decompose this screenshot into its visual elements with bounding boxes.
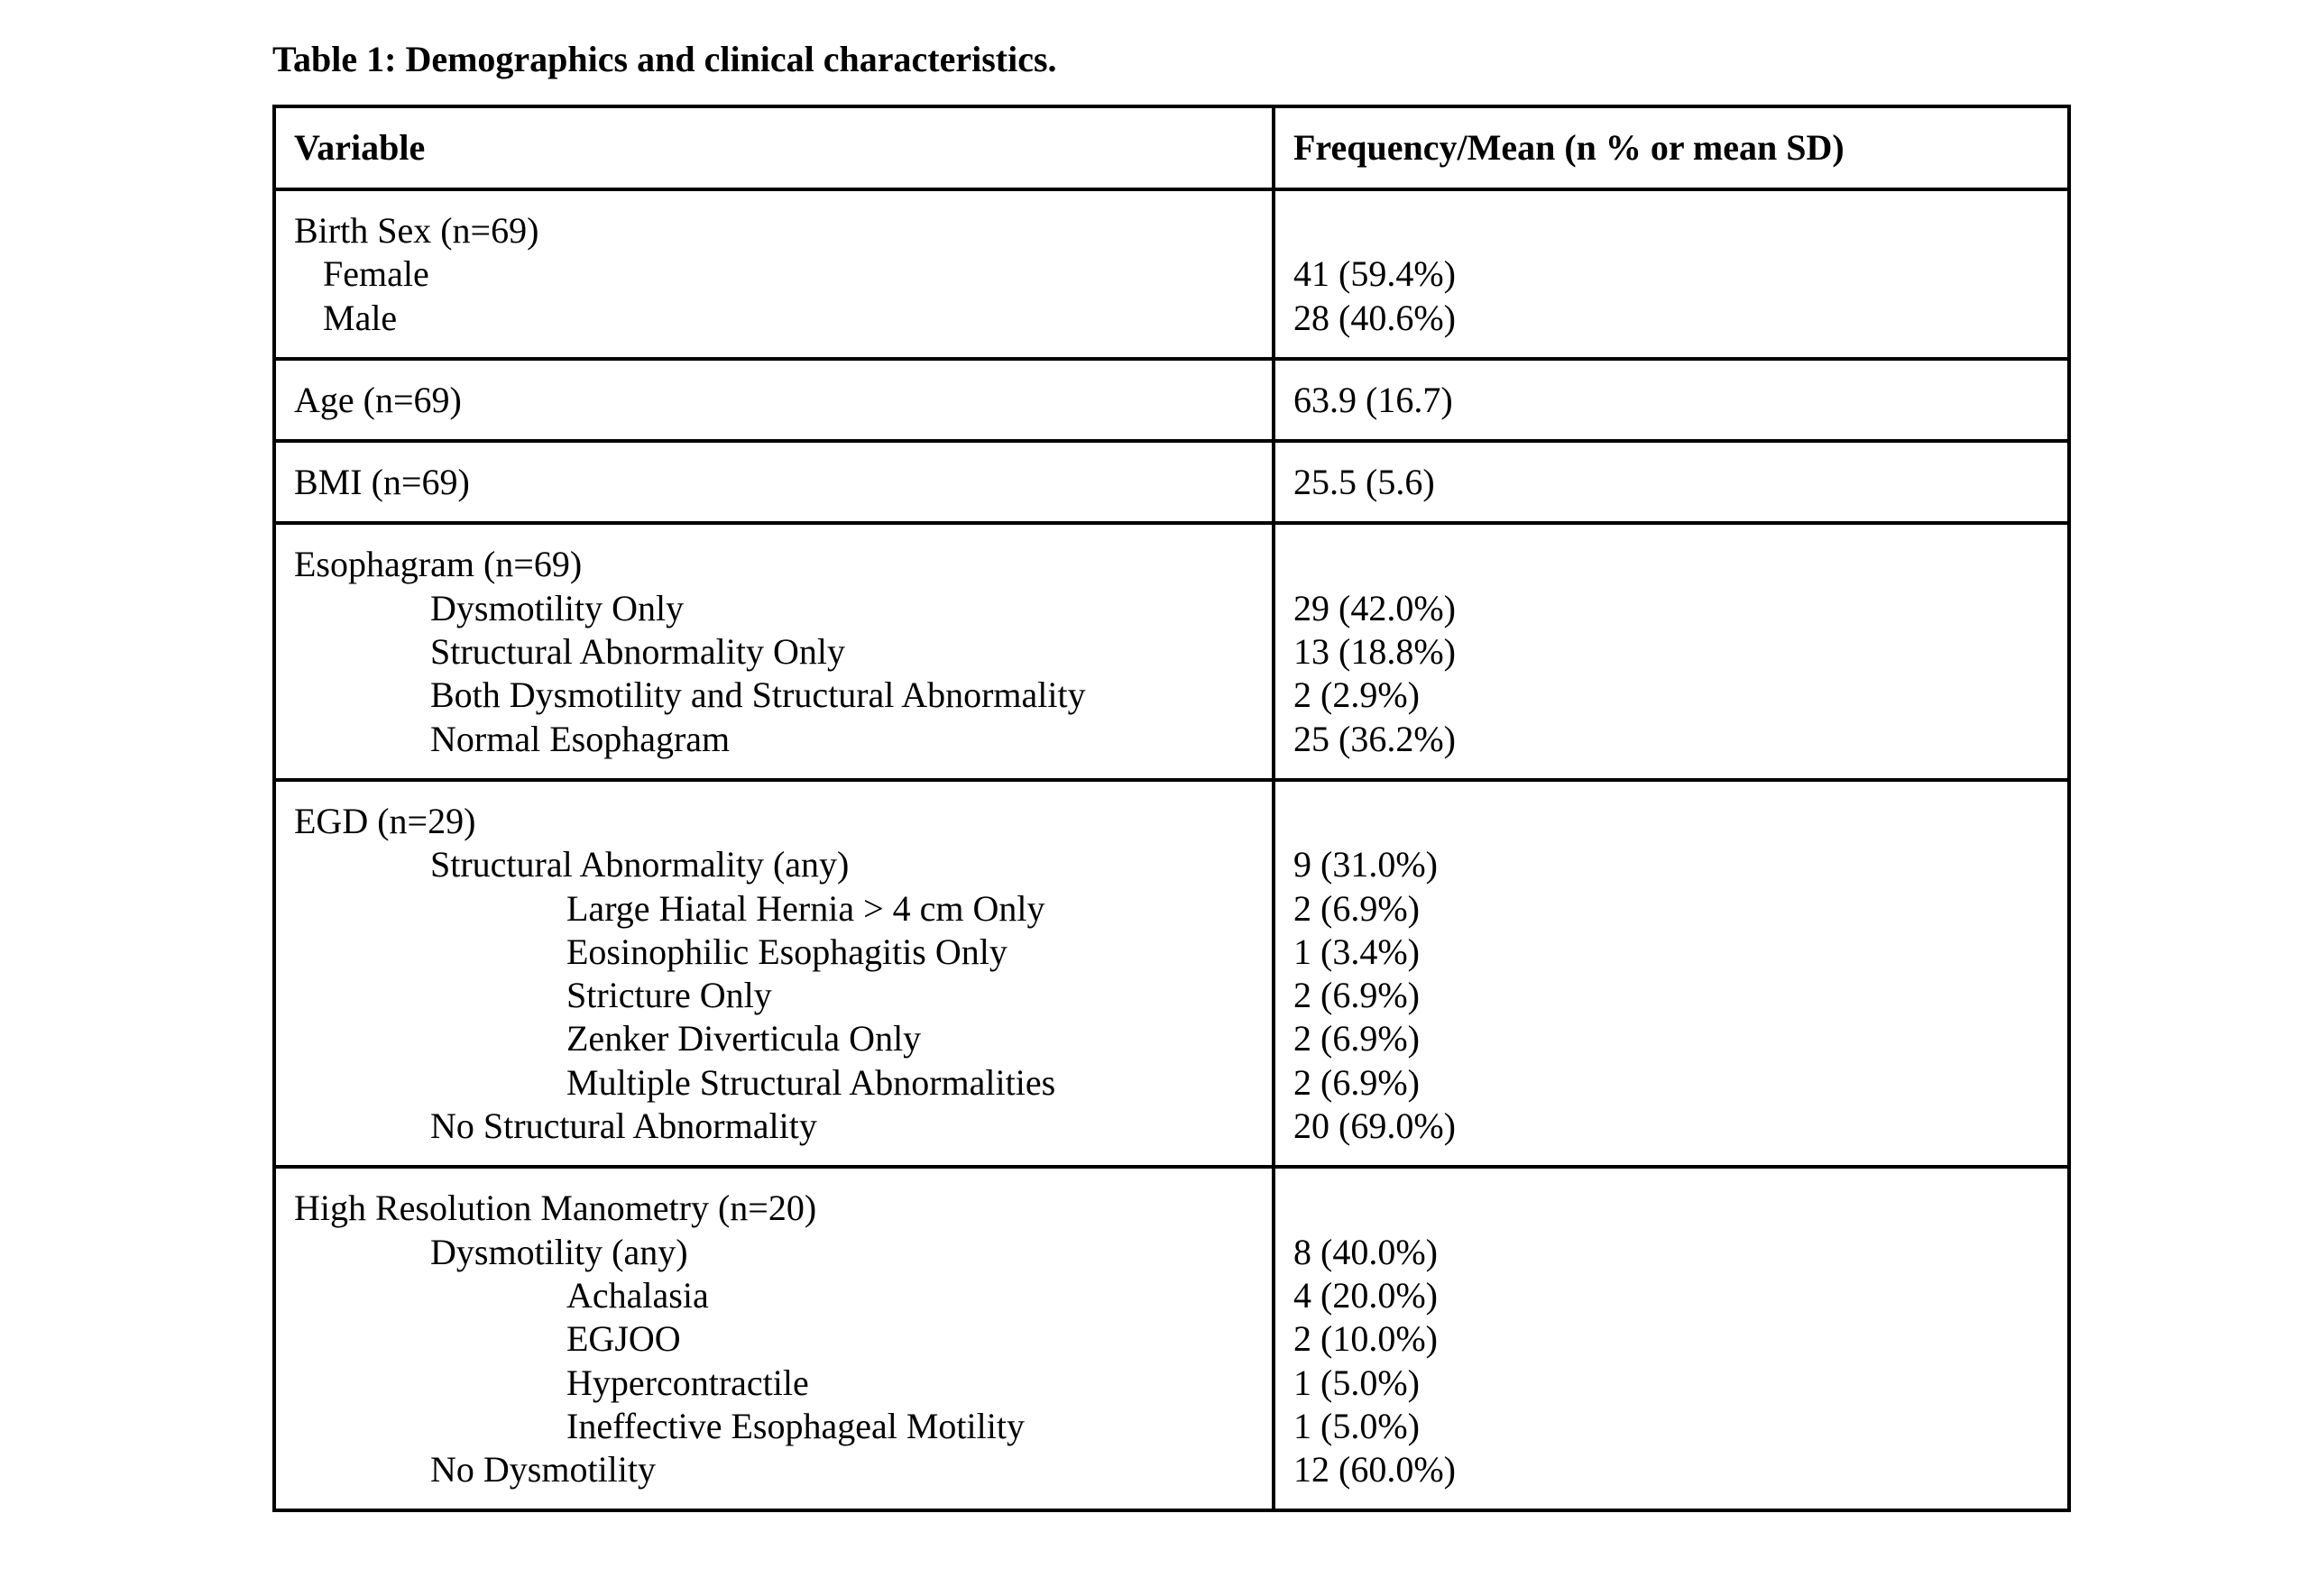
table-caption: Table 1: Demographics and clinical characteristics. (272, 39, 1057, 79)
row-label: Structural Abnormality Only (430, 631, 845, 673)
row-value: 2 (6.9%) (1293, 1018, 1420, 1059)
value-cell (1274, 780, 2069, 1167)
row-label: Structural Abnormality (any) (430, 844, 850, 885)
row-value: 8 (40.0%) (1293, 1231, 1438, 1272)
row-label: Dysmotility Only (430, 587, 685, 628)
row-label: Male (323, 297, 398, 338)
row-label: Normal Esophagram (430, 718, 731, 759)
row-value: 20 (69.0%) (1293, 1105, 1456, 1147)
row-value: 12 (60.0%) (1293, 1449, 1456, 1491)
variable-cell (274, 1167, 1274, 1510)
table-row (274, 441, 2069, 523)
table-row (274, 189, 2069, 359)
variable-cell (274, 189, 1274, 359)
row-value: 9 (31.0%) (1293, 844, 1438, 885)
row-value: 2 (2.9%) (1293, 674, 1420, 716)
row-value: 1 (3.4%) (1293, 931, 1420, 972)
value-cell (1274, 359, 2069, 441)
group-label: Age (n=69) (294, 379, 462, 420)
blank-line (1293, 800, 2067, 843)
row-value: 1 (5.0%) (1293, 1405, 1420, 1446)
variable-cell (274, 359, 1274, 441)
row-value: 29 (42.0%) (1293, 587, 1456, 628)
row-label: Multiple Structural Abnormalities (566, 1061, 1056, 1103)
row-label: Zenker Diverticula Only (566, 1018, 922, 1059)
row-value: 25 (36.2%) (1293, 718, 1456, 759)
group-label: Birth Sex (n=69) (294, 210, 539, 251)
table-row (274, 780, 2069, 1167)
header-variable: Variable (274, 106, 1274, 189)
row-value: 25.5 (5.6) (1293, 462, 1435, 503)
value-cell (1274, 523, 2069, 779)
table-row (274, 359, 2069, 441)
row-value: 28 (40.6%) (1293, 297, 1456, 338)
table-header-row (274, 106, 2069, 189)
row-label: Hypercontractile (566, 1362, 809, 1403)
row-value: 41 (59.4%) (1293, 253, 1456, 295)
row-label: Stricture Only (566, 975, 772, 1016)
table-row (274, 1167, 2069, 1510)
row-label: Eosinophilic Esophagitis Only (566, 931, 1007, 972)
row-label: Female (323, 253, 429, 295)
row-value: 2 (10.0%) (1293, 1318, 1438, 1360)
row-value: 63.9 (16.7) (1293, 379, 1453, 420)
row-label: No Dysmotility (430, 1449, 657, 1491)
blank-line (1293, 543, 2067, 586)
blank-line (1293, 209, 2067, 252)
row-value: 1 (5.0%) (1293, 1362, 1420, 1403)
group-label: EGD (n=29) (294, 800, 476, 841)
demographics-table (272, 105, 2071, 1512)
row-value: 2 (6.9%) (1293, 975, 1420, 1016)
table-row (274, 523, 2069, 779)
value-cell (1274, 1167, 2069, 1510)
row-label: EGJOO (566, 1318, 681, 1360)
blank-line (1293, 1187, 2067, 1230)
header-frequency-mean: Frequency/Mean (n % or mean SD) (1274, 106, 2069, 189)
group-label: High Resolution Manometry (n=20) (294, 1188, 817, 1229)
variable-cell (274, 780, 1274, 1167)
value-cell (1274, 189, 2069, 359)
row-label: Large Hiatal Hernia > 4 cm Only (566, 887, 1045, 929)
variable-cell (274, 523, 1274, 779)
row-label: No Structural Abnormality (430, 1105, 817, 1147)
row-label: Dysmotility (any) (430, 1231, 688, 1272)
group-label: Esophagram (n=69) (294, 544, 583, 585)
row-value: 2 (6.9%) (1293, 1061, 1420, 1103)
row-value: 2 (6.9%) (1293, 887, 1420, 929)
row-value: 4 (20.0%) (1293, 1274, 1438, 1316)
row-label: Ineffective Esophageal Motility (566, 1405, 1025, 1446)
variable-cell (274, 441, 1274, 523)
row-value: 13 (18.8%) (1293, 631, 1456, 673)
row-label: Both Dysmotility and Structural Abnormality (430, 674, 1086, 716)
row-label: Achalasia (566, 1274, 709, 1316)
value-cell (1274, 441, 2069, 523)
group-label: BMI (n=69) (294, 462, 470, 503)
